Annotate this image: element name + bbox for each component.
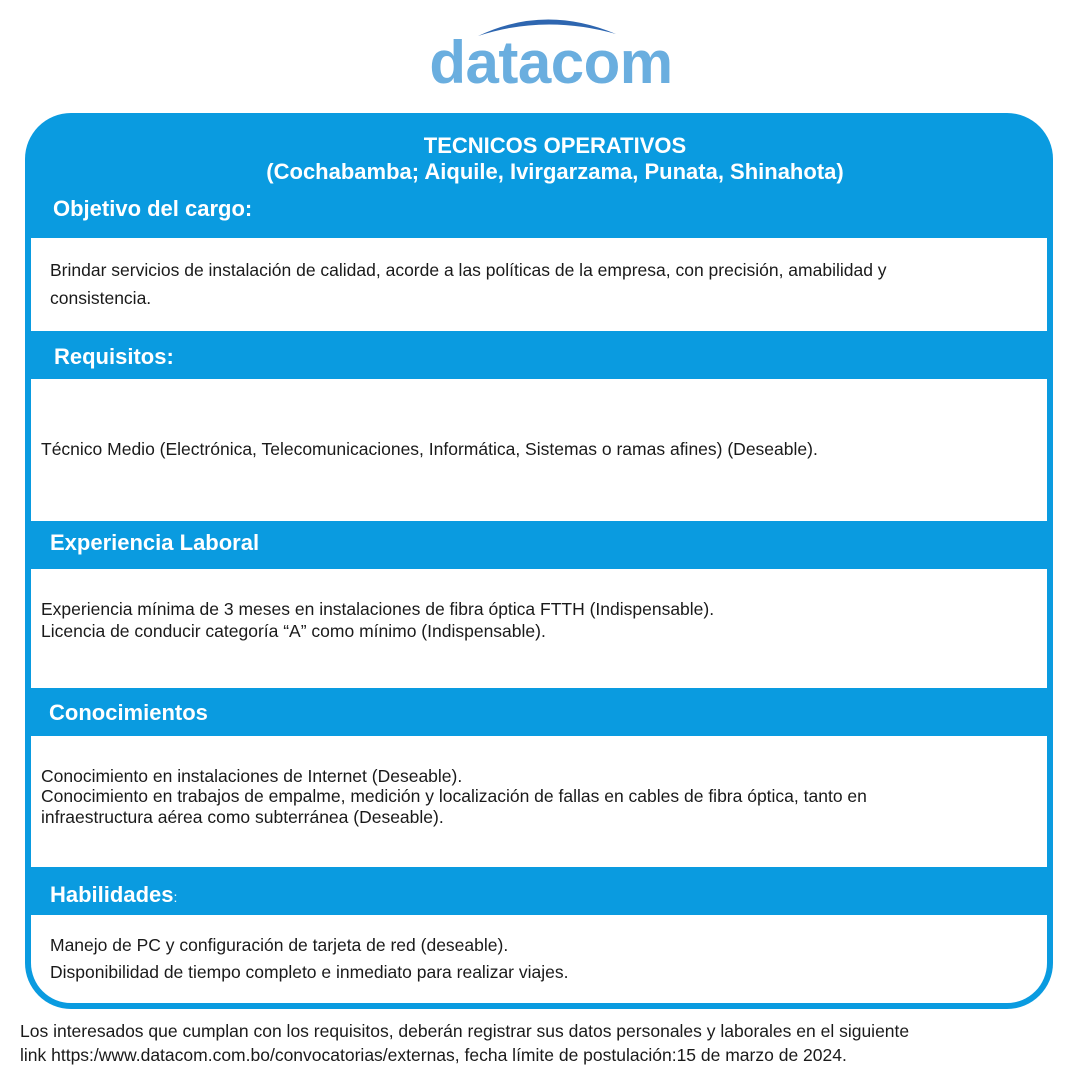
conocimientos-text-line1: Conocimiento en instalaciones de Internet (Deseable). xyxy=(41,766,463,786)
experiencia-panel xyxy=(31,569,1047,688)
experiencia-text-line1: Experiencia mínima de 3 meses en instalaciones de fibra óptica FTTH (Indispensable). xyxy=(41,599,715,619)
job-posting-card xyxy=(25,113,1053,1009)
habilidades-heading-text: Habilidades xyxy=(50,882,174,907)
application-instructions xyxy=(20,1019,1070,1067)
job-title xyxy=(25,133,1053,185)
footer-line1: Los interesados que cumplan con los requisitos, deberán registrar sus datos personales y laborales en el siguiente xyxy=(20,1021,910,1041)
requisitos-text-line1: Técnico Medio (Electrónica, Telecomunicaciones, Informática, Sistemas o ramas afines) (Deseable). xyxy=(41,439,818,459)
objetivo-text-line2: consistencia. xyxy=(50,288,152,308)
requisitos-heading: Requisitos: xyxy=(54,344,174,369)
habilidades-text-line1: Manejo de PC y configuración de tarjeta de red (deseable). xyxy=(50,935,509,955)
job-title-line1: TECNICOS OPERATIVOS xyxy=(423,133,687,158)
requisitos-panel xyxy=(31,379,1047,521)
experiencia-heading: Experiencia Laboral xyxy=(50,530,260,555)
conocimientos-text-line3: infraestructura aérea como subterránea (Deseable). xyxy=(41,807,444,827)
job-title-locations: (Cochabamba; Aiquile, Ivirgarzama, Punata, Shinahota) xyxy=(266,159,844,184)
footer-line2: link https:/www.datacom.com.bo/convocatorias/externas, fecha límite de postulación:15 de marzo de 2024. xyxy=(20,1045,847,1065)
habilidades-panel xyxy=(31,915,1047,1003)
conocimientos-panel xyxy=(31,736,1047,867)
habilidades-heading xyxy=(50,882,177,910)
conocimientos-text-line2: Conocimiento en trabajos de empalme, medición y localización de fallas en cables de fibra óptica, tanto en xyxy=(41,786,867,806)
objetivo-text-line1: Brindar servicios de instalación de calidad, acorde a las políticas de la empresa, con precisión, amabilidad y xyxy=(50,260,887,280)
objetivo-heading: Objetivo del cargo: xyxy=(53,196,253,221)
conocimientos-heading: Conocimientos xyxy=(49,700,208,725)
datacom-logo xyxy=(0,0,1080,110)
habilidades-text-line2: Disponibilidad de tiempo completo e inmediato para realizar viajes. xyxy=(50,962,569,982)
experiencia-text-line2: Licencia de conducir categoría “A” como mínimo (Indispensable). xyxy=(41,621,546,641)
logo-wordmark: datacom xyxy=(429,29,673,96)
objetivo-panel xyxy=(31,238,1047,331)
habilidades-heading-suffix: : xyxy=(173,889,178,905)
